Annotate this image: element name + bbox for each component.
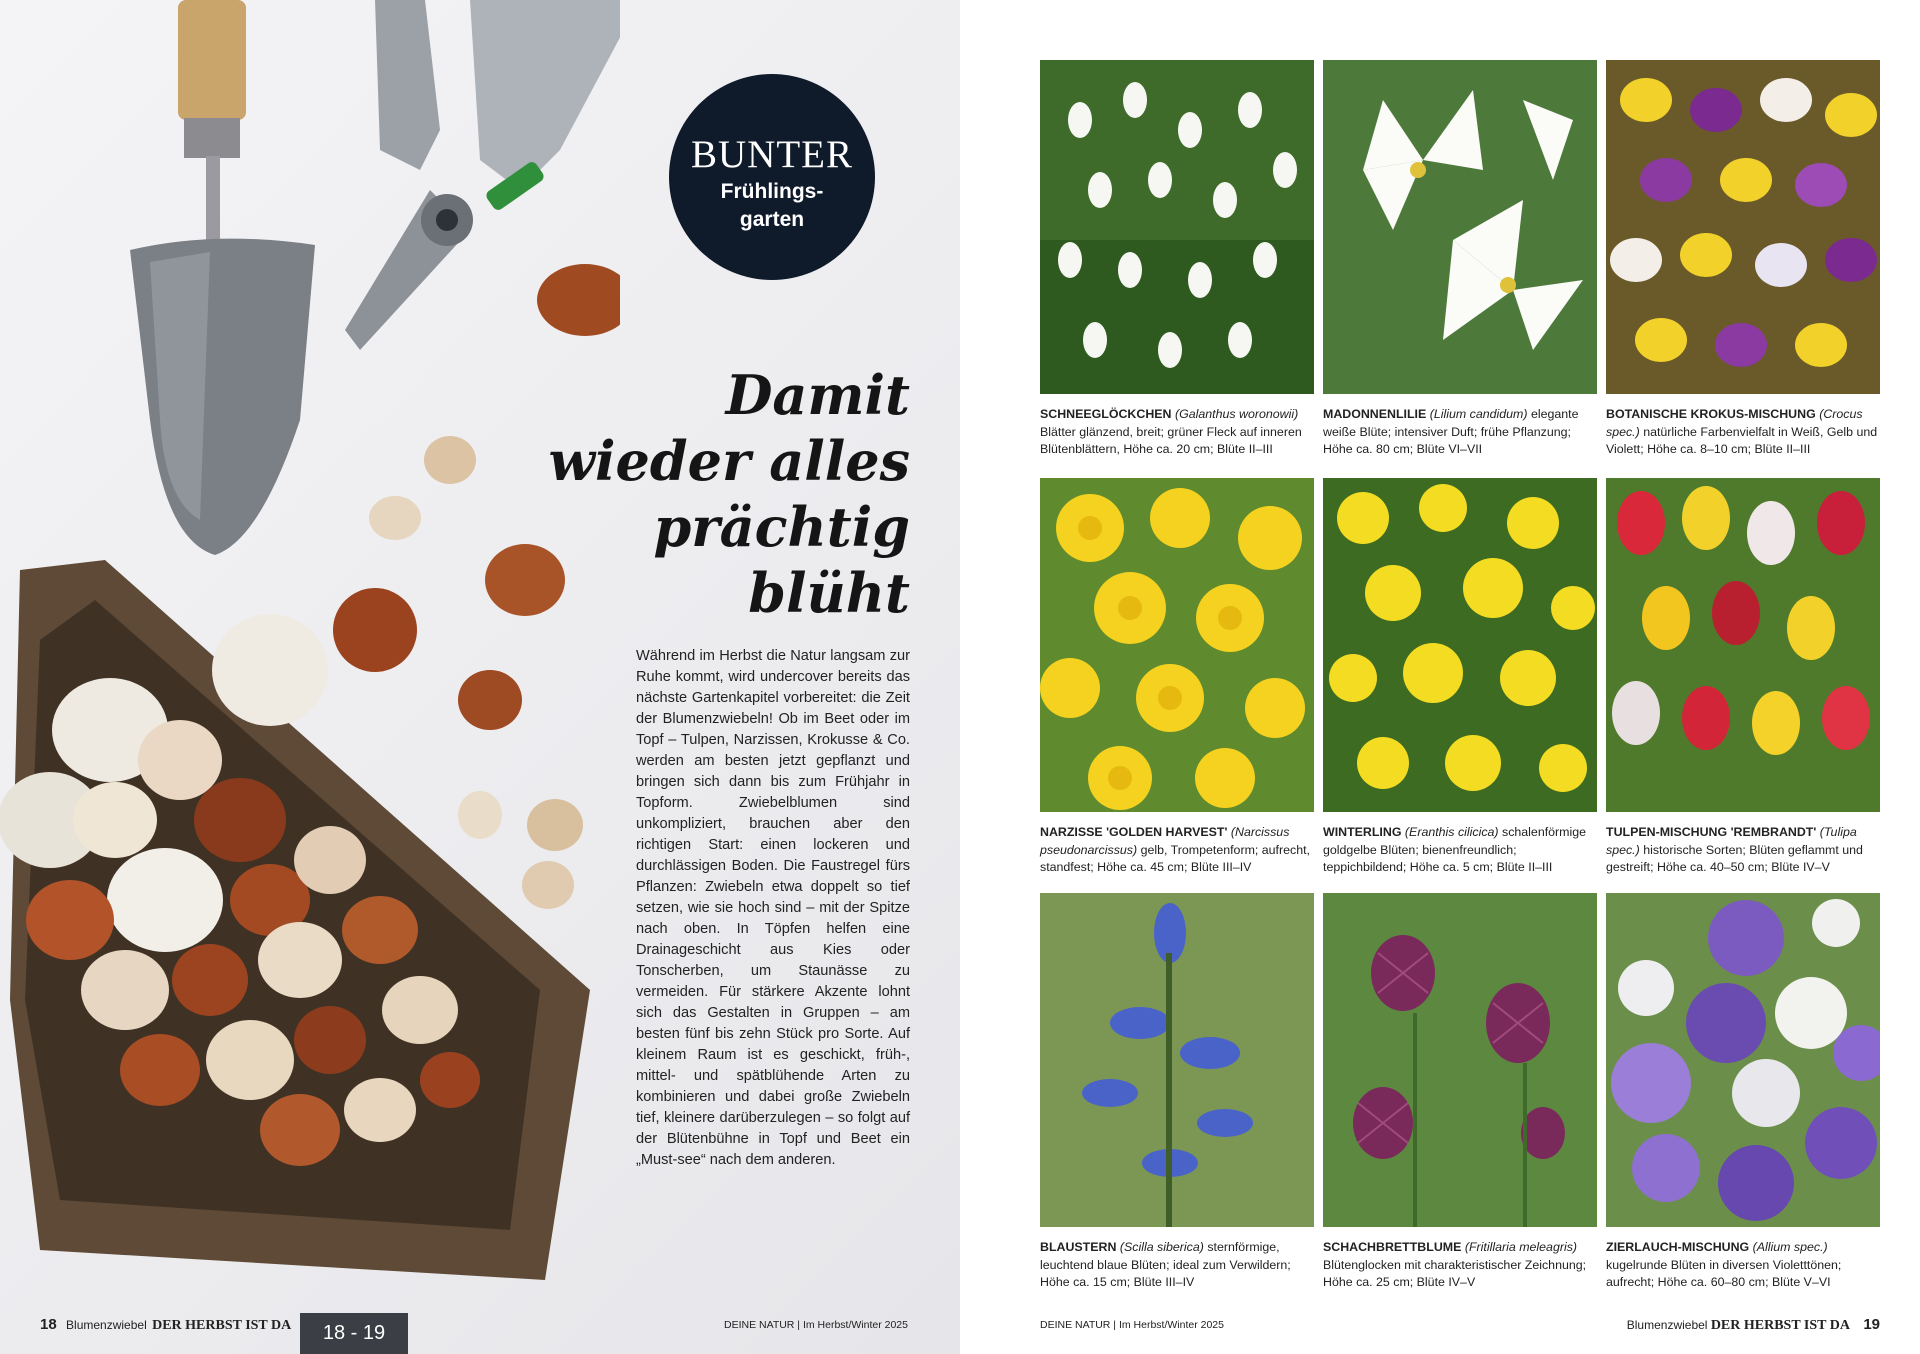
flower-latin: (Lilium candidum) bbox=[1429, 407, 1528, 421]
flower-description: historische Sorten; Blüten geflammt und gestreift; Höhe ca. 40–50 cm; Blüte IV–V bbox=[1606, 842, 1863, 874]
flower-description: kugelrunde Blüten in diversen Violetttönen; aufrecht; Höhe ca. 60–80 cm; Blüte V–VI bbox=[1606, 1257, 1842, 1289]
right-page-footer bbox=[1627, 1316, 1880, 1334]
flower-card-krokus bbox=[1606, 60, 1880, 459]
page-indicator[interactable]: 18 - 19 bbox=[300, 1313, 408, 1354]
footer-category-left: Blumenzwiebel bbox=[66, 1318, 147, 1332]
flower-description: elegante weiße Blüte; intensiver Duft; frühe Pflanzung; Höhe ca. 80 cm; Blüte VI–VII bbox=[1323, 407, 1579, 456]
headline-line4: blüht bbox=[748, 561, 910, 625]
flower-caption bbox=[1040, 1239, 1314, 1292]
flower-description: gelb, Trompetenform; aufrecht, standfest; Höhe ca. 45 cm; Blüte III–IV bbox=[1040, 842, 1310, 874]
winter-aconite-photo bbox=[1323, 478, 1597, 812]
fritillaria-photo bbox=[1323, 893, 1597, 1227]
bunter-badge bbox=[669, 74, 875, 280]
trowel-handle bbox=[178, 0, 246, 120]
flower-latin: (Tulipa spec.) bbox=[1606, 825, 1857, 857]
flower-name: MADONNENLILIE bbox=[1323, 407, 1427, 421]
flower-description: sternförmige, leuchtend blaue Blüten; ideal zum Verwildern; Höhe ca. 15 cm; Blüte III–IV bbox=[1040, 1240, 1291, 1289]
shears-handle-right bbox=[470, 0, 620, 190]
flower-description: Blütenglocken mit charakteristischer Zeichnung; Höhe ca. 25 cm; Blüte IV–V bbox=[1323, 1257, 1587, 1289]
flower-description: schalenförmige goldgelbe Blüten; bienenfreundlich; teppichbildend; Höhe ca. 5 cm; Blüte II–III bbox=[1323, 825, 1587, 874]
footer-magazine-left: DEINE NATUR | Im Herbst/Winter 2025 bbox=[724, 1319, 908, 1331]
badge-subtitle-line2: garten bbox=[739, 208, 805, 231]
flower-latin: (Allium spec.) bbox=[1752, 1240, 1828, 1254]
left-page-footer bbox=[40, 1316, 291, 1334]
flower-description: natürliche Farbenvielfalt in Weiß, Gelb und Violett; Höhe ca. 8–10 cm; Blüte II–III bbox=[1606, 424, 1878, 456]
footer-magazine-right: DEINE NATUR | Im Herbst/Winter 2025 bbox=[1040, 1319, 1224, 1331]
flower-name: BLAUSTERN bbox=[1040, 1240, 1117, 1254]
flower-name: WINTERLING bbox=[1323, 825, 1402, 839]
flower-caption bbox=[1606, 406, 1880, 459]
flower-caption bbox=[1606, 824, 1880, 877]
article-body: Während im Herbst die Natur langsam zur Ruhe kommt, wird undercover bereits das nächste Gartenkapitel vorbereitet: die Zeit der Blumenzwiebeln! Ob im Beet oder im Topf – Tulpen, Narzissen, Krokusse & Co. werden am besten jetzt gepflanzt und bringen sich dann bis zum Frühjahr in Topform. Zwiebelblumen sind unkompliziert, brauchen aber den richtigen Start: einen lockeren und durchlässigen Boden. Die Faustregel fürs Pflanzen: Zwiebeln etwa doppelt so tief setzen, wie sie hoch sind – mit der Spitze nach oben. In Töpfen helfen eine Drainageschicht aus Kies oder Tonscherben, um Staunässe zu vermeiden. Für stärkere Akzente lohnt sich das Gestalten in Gruppen – am besten fünf bis zehn Stück pro Sorte. Auf kleinem Raum ist es geschickt, früh-, mittel- und spätblühende Arten zu kombinieren und dabei große Zwiebeln tief, kleinere darüberzulegen – so folgt auf der Blütenbühne in Topf und Beet ein „Must-see“ nach dem anderen. bbox=[636, 648, 910, 1168]
flower-card-tulpen bbox=[1606, 478, 1880, 877]
flower-card-narzisse bbox=[1040, 478, 1314, 877]
flower-caption bbox=[1606, 1239, 1880, 1292]
flower-card-blaustern bbox=[1040, 893, 1314, 1292]
page-number-left: 18 bbox=[40, 1316, 57, 1333]
crocus-photo bbox=[1606, 60, 1880, 394]
flower-latin: (Crocus spec.) bbox=[1606, 407, 1863, 439]
flower-card-schachbrettblume bbox=[1323, 893, 1597, 1292]
scilla-photo bbox=[1040, 893, 1314, 1227]
flower-card-zierlauch bbox=[1606, 893, 1880, 1292]
badge-subtitle bbox=[669, 178, 875, 234]
badge-title: BUNTER bbox=[691, 133, 853, 176]
flower-caption bbox=[1323, 1239, 1597, 1292]
flower-caption bbox=[1040, 406, 1314, 459]
flower-latin: (Fritillaria meleagris) bbox=[1464, 1240, 1578, 1254]
flower-name: BOTANISCHE KROKUS-MISCHUNG bbox=[1606, 407, 1816, 421]
flower-caption bbox=[1323, 824, 1597, 877]
flower-name: NARZISSE 'GOLDEN HARVEST' bbox=[1040, 825, 1228, 839]
headline-line3: prächtig bbox=[653, 495, 910, 559]
footer-section-right: DER HERBST IST DA bbox=[1710, 1318, 1850, 1333]
flower-caption bbox=[1040, 824, 1314, 877]
flower-latin: (Narcissus pseudonarcissus) bbox=[1040, 825, 1290, 857]
tulip-photo bbox=[1606, 478, 1880, 812]
flower-name: ZIERLAUCH-MISCHUNG bbox=[1606, 1240, 1750, 1254]
badge-subtitle-line1: Frühlings- bbox=[720, 180, 824, 203]
flower-description: Blätter glänzend, breit; grüner Fleck auf inneren Blütenblättern, Höhe ca. 20 cm; Blüte II–III bbox=[1040, 424, 1302, 456]
footer-section-left: DER HERBST IST DA bbox=[152, 1318, 292, 1333]
flower-caption bbox=[1323, 406, 1597, 459]
snowdrop-photo bbox=[1040, 60, 1314, 394]
flower-card-schneegloeckchen bbox=[1040, 60, 1314, 459]
right-page bbox=[960, 0, 1920, 1354]
flower-latin: (Scilla siberica) bbox=[1119, 1240, 1204, 1254]
footer-category-right: Blumenzwiebel bbox=[1626, 1318, 1708, 1332]
flower-latin: (Galanthus woronowii) bbox=[1174, 407, 1299, 421]
daffodil-photo bbox=[1040, 478, 1314, 812]
flower-card-madonnenlilie bbox=[1323, 60, 1597, 459]
flower-latin: (Eranthis cilicica) bbox=[1404, 825, 1499, 839]
page-number-right: 19 bbox=[1863, 1316, 1880, 1333]
article-headline bbox=[520, 362, 910, 626]
garden-tools-bulbs-photo bbox=[0, 0, 620, 1300]
flower-name: SCHNEEGLÖCKCHEN bbox=[1040, 407, 1172, 421]
headline-line2: wieder alles bbox=[548, 429, 910, 493]
shears-handle-left bbox=[375, 0, 440, 170]
flower-card-winterling bbox=[1323, 478, 1597, 877]
allium-photo bbox=[1606, 893, 1880, 1227]
lily-photo bbox=[1323, 60, 1597, 394]
flower-name: TULPEN-MISCHUNG 'REMBRANDT' bbox=[1606, 825, 1817, 839]
headline-line1: Damit bbox=[725, 363, 910, 427]
flower-name: SCHACHBRETTBLUME bbox=[1323, 1240, 1462, 1254]
